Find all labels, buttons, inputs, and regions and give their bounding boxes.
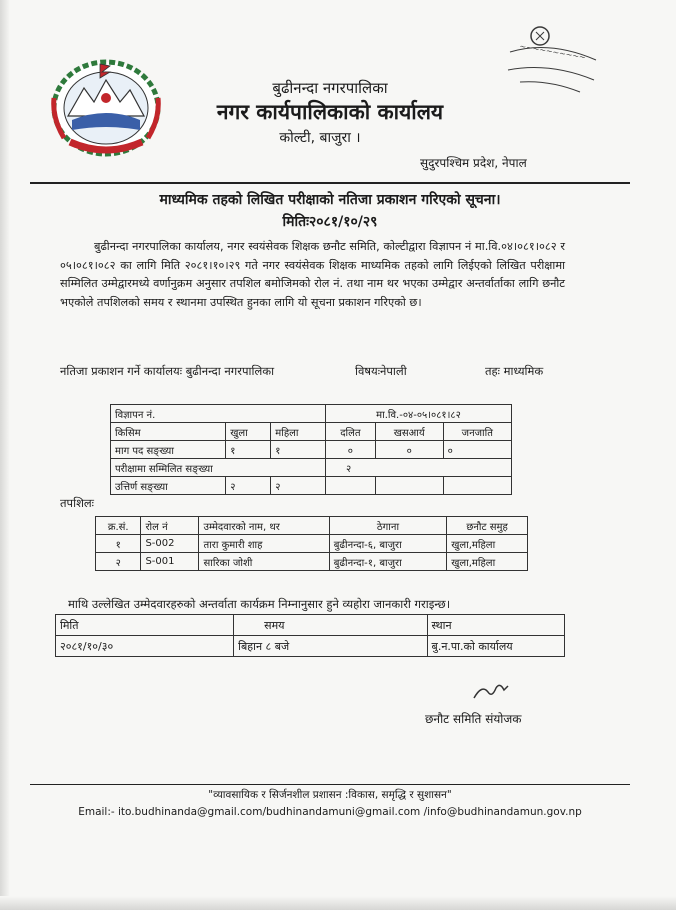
col-header: जनजाति	[443, 423, 511, 441]
table-row	[111, 423, 512, 441]
col-header: क्र.सं.	[96, 517, 141, 535]
table-header-row	[96, 517, 528, 535]
col-header: स्थान	[427, 615, 564, 636]
col-header: रोल नं	[141, 517, 199, 535]
col-header: मिति	[56, 615, 234, 636]
table-cell: सारिका जोशी	[199, 553, 329, 571]
table-cell: बिहान ८ बजे	[234, 636, 427, 657]
table-cell: ०	[375, 441, 443, 459]
office-location: कोल्टी, बाजुरा ।	[279, 130, 361, 146]
table-cell: बुढीनन्दा-१, बाजुरा	[329, 553, 446, 571]
footer-motto: "व्यावसायिक र सिर्जनशील प्रशासन :विकास, समृद्धि र सुशासन"	[208, 789, 452, 801]
province-name: सुदुरपश्चिम प्रदेश, नेपाल	[420, 156, 527, 170]
office-name: नगर कार्यपालिकाको कार्यालय	[216, 100, 444, 124]
nepal-emblem-icon	[50, 58, 162, 158]
demand-label: माग पद सङ्ख्या	[111, 441, 226, 459]
kisim-label: किसिम	[111, 423, 226, 441]
col-header: महिला	[271, 423, 326, 441]
table-row	[96, 553, 528, 571]
table-header-row	[56, 615, 565, 636]
table-cell: २	[226, 477, 271, 495]
svg-text:~~~~~~~~~~: ~~~~~~~~~~	[518, 41, 587, 63]
table-cell: १	[271, 441, 326, 459]
table-cell: तारा कुमारी शाह	[199, 535, 329, 553]
table-row	[56, 636, 565, 657]
col-header: उम्मेदवारको नाम, थर	[199, 517, 329, 535]
table-cell: २	[96, 553, 141, 571]
table-cell: S-002	[141, 535, 199, 553]
col-header: ठेगाना	[329, 517, 446, 535]
adv-label: विज्ञापन नं.	[111, 405, 326, 423]
adv-value: मा.वि.-०४-०५।०८१।८२	[325, 405, 511, 423]
table-cell: २	[271, 477, 326, 495]
col-header: खुला	[226, 423, 271, 441]
scan-shadow-bottom	[0, 896, 676, 910]
footer-divider	[30, 784, 630, 785]
vacancy-table	[110, 404, 512, 495]
col-header: दलित	[325, 423, 375, 441]
table-cell: S-001	[141, 553, 199, 571]
interview-intro: माथि उल्लेखित उम्मेदवारहरुको अन्तर्वाता कार्यक्रम निम्नानुसार हुने व्यहोरा जानकारी गराइन्छ।	[68, 597, 451, 611]
table-cell: २०८१/१०/३०	[56, 636, 234, 657]
notice-title: माध्यमिक तहको लिखित परीक्षाको नतिजा प्रकाशन गरिएको सूचना।	[159, 192, 501, 208]
table-cell: बुढीनन्दा-६, बाजुरा	[329, 535, 446, 553]
table-cell: ०	[443, 441, 511, 459]
appeared-label: परीक्षामा सम्मिलित सङ्ख्या	[111, 459, 326, 477]
table-cell: खुला,महिला	[447, 535, 528, 553]
table-cell: १	[96, 535, 141, 553]
office-seal-icon	[500, 22, 600, 94]
scan-shadow	[0, 0, 10, 910]
footer-email: Email:- ito.budhinanda@gmail.com/budhinandamuni@gmail.com /info@budhinandamun.gov.np	[78, 806, 582, 818]
table-row	[111, 477, 512, 495]
table-cell: ०	[325, 441, 375, 459]
appeared-value: २	[325, 459, 511, 477]
candidates-table	[95, 516, 528, 571]
subject-label: विषयःनेपाली	[355, 364, 407, 378]
table-cell	[325, 477, 375, 495]
level-label: तहः माध्यमिक	[485, 364, 544, 378]
table-cell	[375, 477, 443, 495]
municipality-name: बुढीनन्दा नगरपालिका	[272, 79, 388, 97]
table-row	[111, 441, 512, 459]
table-cell: खुला,महिला	[447, 553, 528, 571]
notice-body: बुढीनन्दा नगरपालिका कार्यालय, नगर स्वयंसेवक शिक्षक छनौट समिति, कोल्टीद्वारा विज्ञापन नं मा.वि.०४।०८१।०८२ र ०५।०८१।०८२ का लागि मिति २०८१।१०।२९ गते नगर स्वयंसेवक शिक्षक माध्यमिक तहको लागि लिईएको लिखित परीक्षामा सम्मिलित उम्मेद्वारमध्ये वर्णानुक्रम अनुसार तपशिल बमोजिमको रोल नं. तथा नाम थर भएका उम्मेद्वार अन्तर्वार्ताका लागि छनौट भएकोले तपशिलको समय र स्थानमा उपस्थित हुनका लागि यो सूचना प्रकाशन गरिएको छ।	[60, 240, 565, 309]
interview-table	[55, 614, 565, 657]
signature-label: छनौट समिति संयोजक	[425, 712, 522, 726]
tapsil-label: तपशिलः	[60, 496, 95, 510]
col-header: छनौट समुह	[447, 517, 528, 535]
signature-icon	[470, 680, 510, 702]
header-divider	[30, 182, 630, 184]
col-header: समय	[234, 615, 427, 636]
result-office: नतिजा प्रकाशन गर्ने कार्यालयः बुढीनन्दा नगरपालिका	[60, 364, 275, 378]
table-cell: १	[226, 441, 271, 459]
table-cell	[443, 477, 511, 495]
table-row	[96, 535, 528, 553]
col-header: खसआर्य	[375, 423, 443, 441]
notice-date: मितिः२०८१/१०/२९	[282, 214, 378, 230]
table-row	[111, 459, 512, 477]
table-cell: बु.न.पा.को कार्यालय	[427, 636, 564, 657]
passed-label: उत्तिर्ण सङ्ख्या	[111, 477, 226, 495]
table-row	[111, 405, 512, 423]
